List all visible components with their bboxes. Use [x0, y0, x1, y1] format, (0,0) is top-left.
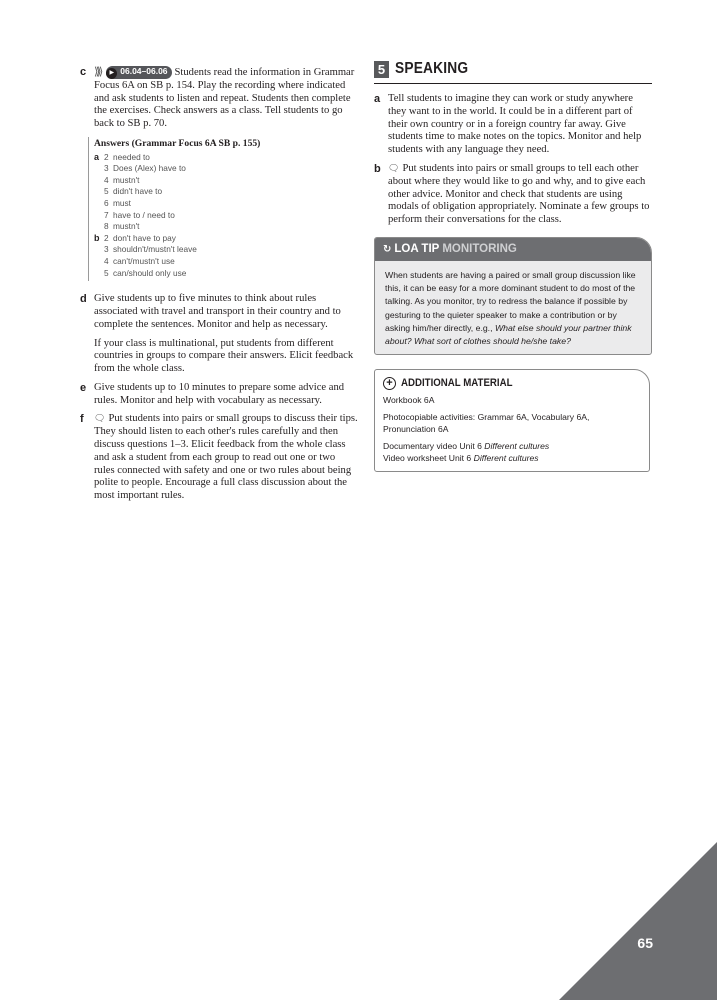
- exercise-text-extra: If your class is multinational, put students from different countries in groups to compare their answers. Elicit feedback from the whole class.: [94, 337, 354, 375]
- cycle-icon: ↻: [383, 243, 392, 255]
- exercise-text: Students read the information in Grammar Focus 6A on SB p. 154. Play the recording where indicated and ask students to listen and repeat. Students then complete the exercises. Check answers as a class. Tell students to go back to SB p. 70.: [94, 67, 355, 130]
- exercise-a: [374, 93, 652, 157]
- answer-group-label: b: [94, 232, 100, 243]
- section-number: 5: [374, 61, 389, 78]
- answer-row: a 2 needed to: [94, 151, 150, 162]
- exercise-letter: f: [80, 413, 84, 426]
- fast-track-icon: ⟫⟫: [94, 65, 101, 78]
- loa-tip-topic: MONITORING: [442, 242, 517, 255]
- answer-row: 3 Does (Alex) have to: [104, 163, 186, 174]
- exercise-d: [80, 293, 358, 376]
- answers-group-a: [94, 152, 358, 233]
- answer-row: 8 mustn't: [104, 221, 140, 232]
- loa-tip-box: [374, 237, 652, 355]
- video-worksheet-line: Video worksheet Unit 6 Different cultures: [383, 453, 539, 464]
- loa-tip-example: What else should your partner think about? What sort of clothes should he/she take?: [385, 322, 632, 346]
- audio-track-label: 06.04–06.06: [120, 66, 168, 76]
- loa-tip-label: LOA TIP: [394, 242, 440, 255]
- photocopiable-line: Photocopiable activities: Grammar 6A, Vocabulary 6A, Pronunciation 6A: [383, 411, 590, 435]
- answer-row: 4 can't/mustn't use: [104, 255, 175, 266]
- answer-row: 3 shouldn't/mustn't leave: [104, 244, 197, 255]
- plus-circle-icon: +: [383, 377, 396, 390]
- play-icon: ▶: [106, 68, 117, 79]
- speaking-icon: 🗨: [94, 414, 106, 425]
- page-corner-triangle: [559, 842, 717, 1000]
- exercise-text: Put students into pairs or small groups to tell each other about where they would like to go and why, and to give each other advice. Monitor and check that students are using modals of obligation appropriately. Nominate a few groups to perform their conversations for the class.: [388, 162, 650, 226]
- video-lines: [383, 440, 641, 465]
- additional-material-header: [383, 377, 641, 390]
- documentary-video-line: Documentary video Unit 6 Different cultures: [383, 440, 550, 451]
- exercise-text: Tell students to imagine they can work or study anywhere they want to in the world. It could be in a different part of their own country or in a foreign country far away. Give students time to make notes on the topics. Monitor and help students with any language they need.: [388, 93, 642, 156]
- exercise-f: [80, 413, 358, 503]
- exercise-letter: e: [80, 381, 87, 394]
- exercise-letter: d: [80, 293, 87, 306]
- exercise-text: Put students into pairs or small groups to discuss their tips. They should listen to each other's rules carefully and then discuss questions 1–3. Elicit feedback from the whole class and ask a student from each group to read out one or two rules connected with safety and one or two rules about being polite to people. Encourage a full class discussion about the most important rules.: [94, 413, 358, 502]
- exercise-letter: a: [374, 93, 381, 105]
- exercise-letter: b: [374, 162, 381, 175]
- exercise-e: [80, 382, 358, 408]
- answer-row: 6 must: [104, 197, 131, 208]
- answer-group-label: a: [94, 151, 100, 162]
- answers-group-b: [94, 233, 358, 279]
- additional-material-box: [374, 369, 650, 472]
- exercise-letter: c: [80, 66, 87, 78]
- answer-row: b 2 don't have to pay: [94, 232, 176, 243]
- loa-tip-body: [375, 261, 651, 354]
- answers-title: Answers (Grammar Focus 6A SB p. 155): [94, 137, 261, 149]
- audio-track-badge[interactable]: [106, 66, 171, 79]
- answers-box: [88, 137, 358, 281]
- exercise-c: [80, 66, 358, 131]
- answer-row: 5 didn't have to: [104, 186, 163, 197]
- exercise-text: Give students up to 10 minutes to prepare some advice and rules. Monitor and help with vocabulary as necessary.: [94, 381, 345, 406]
- left-column: [80, 66, 358, 509]
- answer-row: 5 can/should only use: [104, 267, 187, 278]
- section-title: SPEAKING: [395, 60, 469, 77]
- answer-row: 7 have to / need to: [104, 209, 175, 220]
- page-number: 65: [637, 935, 653, 951]
- loa-tip-header: [375, 238, 651, 261]
- speaking-icon: 🗨: [388, 163, 400, 174]
- right-column: [374, 60, 652, 472]
- section-header: [374, 60, 652, 84]
- workbook-line: Workbook 6A: [383, 395, 435, 406]
- answer-row: 4 mustn't: [104, 174, 140, 185]
- exercise-text: Give students up to five minutes to think about rules associated with travel and transport in their country and to complete the sentences. Monitor and help as necessary.: [94, 293, 341, 330]
- loa-tip-text: When students are having a paired or small group discussion like this, it can be easy for a more dominant student to do most of the talking. As you monitor, try to redress the balance if possible by gesturing to the quieter speaker to make a contribution or by asking him/her directly, e.g.,: [385, 269, 636, 333]
- additional-material-title: ADDITIONAL MATERIAL: [401, 377, 513, 390]
- exercise-b: [374, 163, 652, 227]
